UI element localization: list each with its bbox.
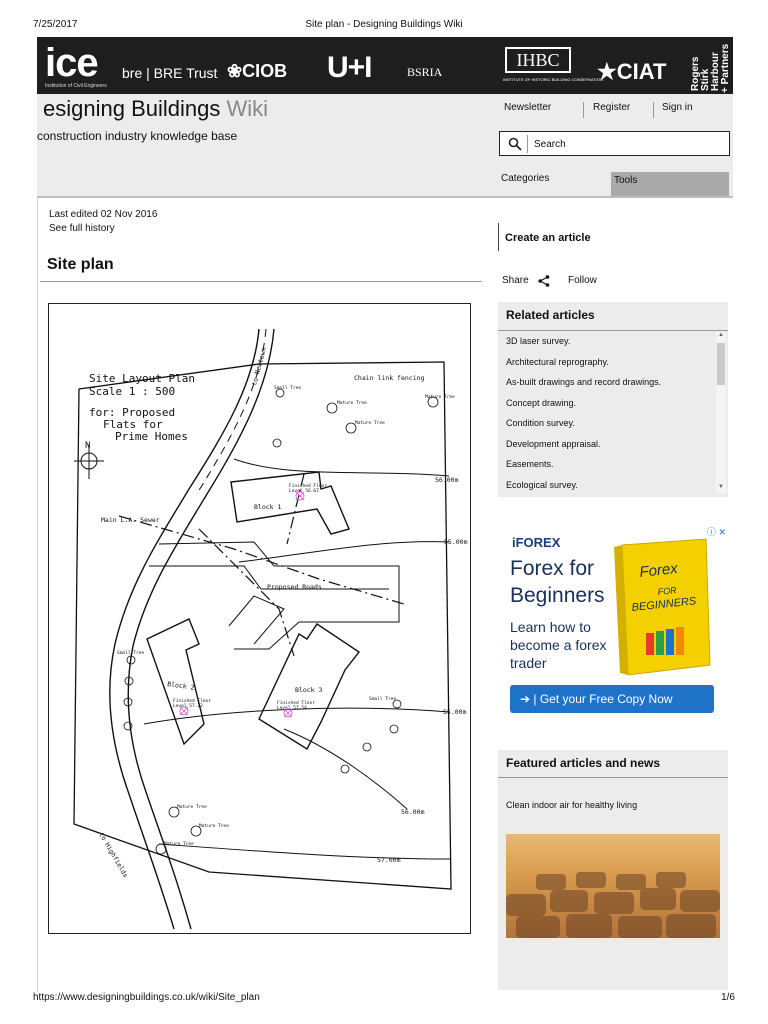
nav-divider — [653, 102, 654, 118]
chain-fence-label: Chain link fencing — [354, 374, 425, 382]
follow-link[interactable]: Follow — [568, 275, 597, 286]
search-divider — [527, 135, 528, 153]
contour-line — [159, 844, 451, 859]
ihbc-logo-subtitle: INSTITUTE OF HISTORIC BUILDING CONSERVATION — [503, 77, 603, 82]
featured-article-link[interactable]: Clean indoor air for healthy living — [506, 800, 638, 810]
related-article-item[interactable]: 3D laser survey. — [506, 336, 571, 346]
ffl-2-line2: Level 57.22 — [173, 704, 203, 709]
proposed-roads-label: Proposed Roads — [267, 583, 322, 591]
mature-tree-label: Mature Tree — [177, 805, 207, 810]
plan-title-2: Scale 1 : 500 — [89, 385, 176, 398]
mature-tree-label: Mature Tree — [199, 824, 229, 829]
sewer-branch — [199, 529, 294, 656]
contour-57-label: 57.00m — [377, 856, 401, 864]
contour-55b-label: 55.00m — [443, 708, 467, 716]
to-highfields-label: to Highfields — [97, 831, 130, 880]
mature-tree-label: Mature Tree — [337, 401, 367, 406]
ffl-3-line1: Finished Floor — [277, 701, 315, 706]
share-icon[interactable] — [538, 275, 550, 287]
rshp-line-3: Harbour — [710, 52, 721, 91]
book-title-2: FOR — [657, 585, 678, 597]
related-articles-list — [498, 331, 716, 495]
scroll-up-arrow-icon[interactable]: ▲ — [718, 332, 724, 338]
site-plan-drawing — [49, 304, 472, 935]
nav-divider — [583, 102, 584, 118]
small-tree-label: Small Tree — [274, 386, 302, 391]
bre-logo[interactable]: bre | BRE Trust — [122, 65, 218, 81]
ffl-1-line1: Finished Floor — [289, 484, 327, 489]
related-scrollbar[interactable] — [716, 332, 726, 494]
print-url: https://www.designingbuildings.co.uk/wiki/Site_plan — [33, 992, 260, 1003]
main-sewer-label: Main L.A. Sewer — [101, 516, 160, 524]
book-title-1: Forex — [638, 560, 679, 581]
article-meta — [49, 208, 157, 236]
block-3-label: Block 3 — [295, 686, 323, 694]
ad-close-icon[interactable]: ⓘ ✕ — [706, 527, 726, 537]
related-articles-panel — [498, 302, 728, 497]
uti-logo[interactable]: U+I — [327, 51, 372, 84]
ad-cta-button[interactable]: ➔ | Get your Free Copy Now — [510, 685, 714, 713]
related-articles-heading: Related articles — [506, 308, 595, 322]
categories-link[interactable]: Categories — [501, 173, 550, 184]
ciat-logo-text: CIAT — [616, 59, 667, 84]
featured-article-photo[interactable] — [506, 834, 720, 938]
small-tree-label: Small Tree — [369, 697, 397, 702]
ad-book-image — [610, 537, 712, 677]
ffl-markers — [180, 492, 304, 717]
block-1 — [231, 472, 349, 534]
print-page-number: 1/6 — [721, 992, 735, 1003]
search-input[interactable] — [534, 135, 724, 153]
ffl-2-line1: Finished Floor — [173, 699, 211, 704]
to-newtown-label: to Newtown — [250, 346, 269, 387]
plan-title-4: Flats for — [103, 418, 163, 431]
print-title: Site plan - Designing Buildings Wiki — [305, 19, 463, 30]
featured-heading: Featured articles and news — [506, 756, 661, 770]
content-left-border — [37, 198, 38, 992]
search-box — [499, 131, 730, 156]
print-footer — [0, 992, 768, 1024]
traffic-photo-graphic — [506, 834, 720, 938]
site-tagline: construction industry knowledge base — [37, 129, 238, 143]
north-label: N — [85, 441, 91, 451]
rshp-line-2: Stirk — [700, 68, 711, 91]
ice-logo[interactable]: ice — [45, 41, 98, 85]
related-article-item[interactable]: Architectural reprography. — [506, 356, 609, 367]
ad-brand-logo: iFOREX — [512, 535, 561, 550]
contour-line — [234, 459, 449, 476]
register-link[interactable]: Register — [593, 102, 631, 113]
search-icon[interactable] — [508, 137, 522, 151]
rshp-logo[interactable] — [689, 39, 729, 93]
ihbc-logo[interactable]: IHBC — [505, 47, 571, 73]
related-article-item[interactable]: Ecological survey. — [506, 479, 578, 490]
proposed-road-spur — [229, 596, 284, 644]
page-title: Site plan — [47, 256, 114, 273]
mature-tree-label: Mature Tree — [425, 395, 455, 400]
newsletter-link[interactable]: Newsletter — [504, 102, 552, 113]
block-1-label: Block 1 — [254, 503, 282, 511]
ciob-logo[interactable]: ❀CIOB — [227, 61, 288, 81]
related-article-item[interactable]: As-built drawings and record drawings. — [506, 377, 662, 387]
scroll-thumb[interactable] — [717, 343, 725, 385]
mature-tree-label: Mature Tree — [355, 421, 385, 426]
plan-labels — [85, 372, 195, 451]
contour-line — [284, 729, 407, 809]
create-article-link[interactable]: Create an article — [498, 223, 730, 251]
share-link[interactable]: Share — [502, 275, 529, 286]
rshp-line-1: Rogers — [690, 56, 701, 91]
related-article-item[interactable]: Condition survey. — [506, 418, 575, 428]
rshp-line-4: + Partners — [720, 43, 731, 93]
ad-cta-label: Get your Free Copy Now — [539, 692, 673, 706]
site-name-main: esigning Buildings — [43, 96, 221, 121]
plan-title-3: for: Proposed — [89, 406, 176, 419]
book-title-3: BEGINNERS — [631, 595, 697, 614]
ice-logo-subtitle: Institution of Civil Engineers — [45, 83, 107, 89]
mature-tree-label: Mature Tree — [164, 842, 194, 847]
plan-title-5: Prime Homes — [115, 430, 188, 443]
print-header — [0, 0, 768, 36]
site-plan-image[interactable] — [48, 303, 471, 934]
ffl-1-line2: Level 56.67 — [289, 489, 319, 494]
contour-56b-label: 56.00m — [401, 808, 425, 816]
print-date: 7/25/2017 — [33, 19, 78, 30]
last-edited: Last edited 02 Nov 2016 — [49, 209, 158, 220]
contour-56-label: 56.00m — [435, 476, 459, 484]
plan-title-1: Site Layout Plan — [89, 372, 195, 385]
plan-tiny-labels — [117, 385, 455, 847]
block-2-label: Block 2 — [166, 680, 195, 692]
forex-advertisement[interactable] — [498, 523, 728, 723]
ciat-logo[interactable]: ★CIAT — [597, 59, 667, 84]
site-name-wiki: Wiki — [226, 96, 269, 121]
title-divider — [40, 281, 482, 282]
contour-55-label: 55.00m — [444, 538, 468, 546]
scroll-down-arrow-icon[interactable]: ▼ — [718, 484, 724, 490]
full-history-link[interactable]: See full history — [49, 223, 115, 234]
contour-line — [239, 542, 449, 562]
featured-divider — [498, 777, 728, 778]
ad-subtext: Learn how to become a forex trader — [510, 619, 607, 671]
small-tree-label: Small Tree — [117, 651, 145, 656]
related-article-item[interactable]: Concept drawing. — [506, 397, 577, 408]
main-sewer-line — [119, 516, 404, 604]
ciob-logo-text: CIOB — [242, 61, 288, 81]
related-article-item[interactable]: Easements. — [506, 459, 554, 469]
site-header — [37, 94, 733, 198]
sign-in-link[interactable]: Sign in — [662, 102, 693, 113]
featured-articles-panel — [498, 750, 728, 990]
bsria-logo[interactable]: BSRIA — [407, 65, 443, 79]
partner-logo-bar — [37, 37, 733, 94]
plan-small-labels — [101, 374, 468, 864]
related-article-item[interactable]: Development appraisal. — [506, 438, 601, 449]
site-logo[interactable] — [43, 96, 268, 122]
ad-headline: Forex for Beginners — [510, 557, 605, 607]
ffl-3-line2: Level 57.54 — [277, 706, 307, 711]
tools-tab[interactable]: Tools — [611, 172, 729, 196]
